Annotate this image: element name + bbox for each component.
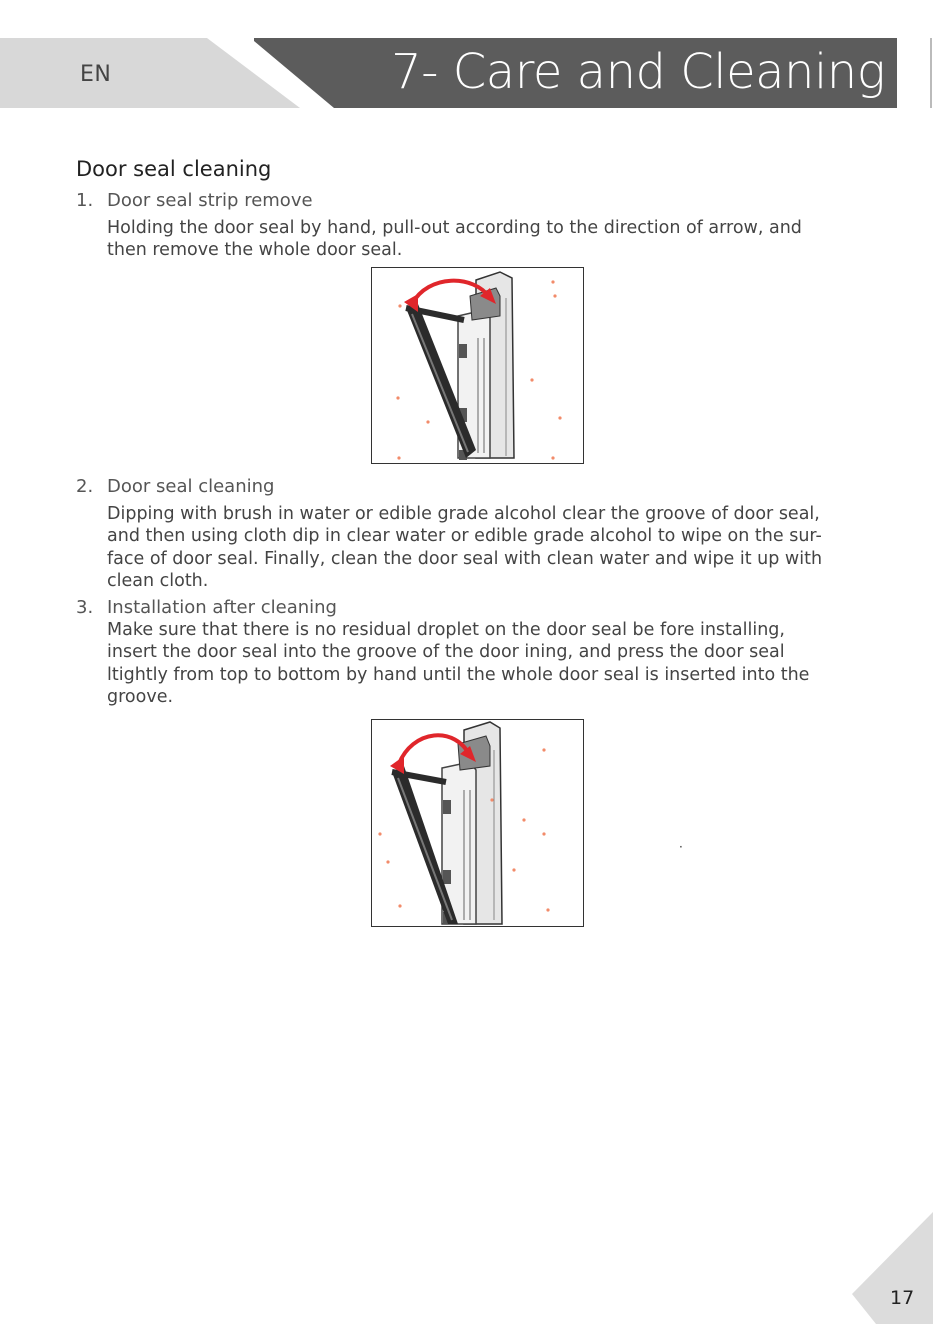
step-3-line: groove. [107, 686, 174, 707]
step-3-line: ltightly from top to bottom by hand until the whole door seal is inserted into the [107, 664, 810, 685]
door-seal-installation-figure [371, 719, 584, 927]
door-seal-installation-illustration-icon [372, 720, 583, 926]
language-label: EN [80, 62, 112, 87]
step-1-body [107, 217, 852, 262]
step-3-title: Installation after cleaning [107, 597, 337, 618]
header-language-tab [0, 38, 300, 108]
step-1-line: then remove the whole door seal. [107, 240, 403, 261]
step-1-title: Door seal strip remove [107, 190, 313, 211]
step-2-body [107, 503, 852, 592]
door-seal-removal-figure [371, 267, 584, 464]
edge-divider [930, 38, 932, 108]
chapter-title: 7- Care and Cleaning [391, 44, 885, 100]
step-1-line: Holding the door seal by hand, pull-out according to the direction of arrow, and [107, 218, 802, 238]
page-number: 17 [890, 1287, 915, 1309]
step-2-line: Dipping with brush in water or edible grade alcohol clear the groove of door seal, [107, 504, 820, 524]
step-3-line: Make sure that there is no residual droplet on the door seal be fore installing, [107, 620, 785, 640]
step-2-title: Door seal cleaning [107, 476, 275, 497]
door-seal-removal-illustration-icon [372, 268, 583, 463]
step-2-line: clean cloth. [107, 570, 209, 591]
step-1-number: 1. [76, 190, 94, 211]
step-3-body [107, 619, 852, 708]
step-2-line: face of door seal. Finally, clean the door seal with clean water and wipe it up with [107, 548, 823, 569]
step-2-number: 2. [76, 476, 94, 497]
step-2-line: and then using cloth dip in clear water or edible grade alcohol to wipe on the sur- [107, 526, 822, 547]
step-3-line: insert the door seal into the groove of the door ining, and press the door seal [107, 642, 785, 663]
step-3-number: 3. [76, 597, 94, 618]
stray-dot: · [679, 840, 683, 854]
section-title: Door seal cleaning [76, 157, 272, 181]
